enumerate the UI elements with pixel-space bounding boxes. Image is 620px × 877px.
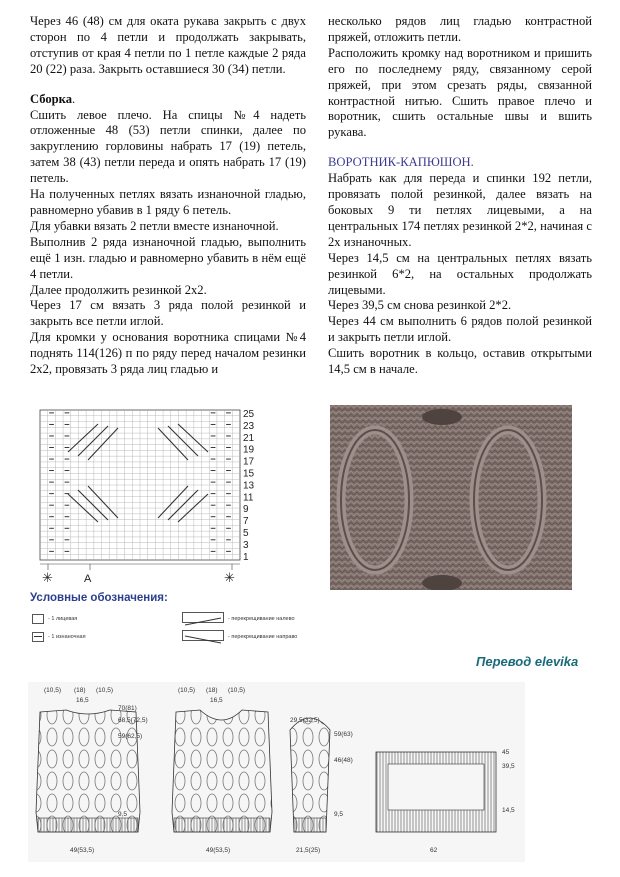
svg-text:16,5: 16,5 — [210, 697, 223, 704]
svg-text:68,5(72,5): 68,5(72,5) — [118, 717, 148, 724]
chart-row-number: 21 — [243, 432, 255, 444]
paragraph: На полученных петлях вязать изнаночной гладью, равномерно убавив в 1 ряду 6 петель. — [30, 187, 306, 217]
svg-text:49(53,5): 49(53,5) — [70, 847, 95, 854]
legend-title: Условные обозначения: — [30, 592, 168, 604]
legend-item: - 1 лицевая — [48, 616, 78, 622]
chart-row-number: 11 — [243, 492, 254, 504]
paragraph: Через 17 см вязать 3 ряда полой резинкой и закрыть все петли иглой. — [30, 298, 306, 329]
paragraph: Для кромки у основания воротника спицами №4 поднять 114(126) п по ряду перед началом резинки 2х2, провязать 3 ряда лиц гладью и — [30, 330, 306, 377]
front-piece — [172, 710, 272, 832]
chart-row-number: 15 — [243, 468, 255, 480]
sleeve-piece — [290, 718, 330, 832]
hood-heading: ВОРОТНИК-КАПЮШОН. — [328, 155, 474, 170]
legend-item: - перекрещивание налево — [228, 616, 295, 622]
svg-text:46(48): 46(48) — [334, 757, 353, 764]
paragraph: Набрать как для переда и спинки 192 петли, провязать полой резинкой, далее вязать на боковых 9 ти петлях лицевыми, а на центральных 174 петлях резинкой 2*2, начиная с 2х изнаночных. — [328, 171, 592, 249]
chart-row-number: 1 — [243, 551, 249, 563]
assembly-heading: Сборка — [30, 91, 73, 106]
garment-schematic — [28, 682, 525, 862]
svg-text:49(53,5): 49(53,5) — [206, 847, 231, 854]
chart-row-number: 13 — [243, 480, 255, 492]
svg-text:62: 62 — [430, 847, 438, 854]
paragraph: несколько рядов лиц гладью контрастной пряжей, отложить петли. — [328, 14, 592, 44]
svg-text:9,5: 9,5 — [334, 811, 344, 818]
legend-item: - 1 изнаночная — [48, 634, 86, 640]
chart-marker-a: A — [84, 573, 92, 585]
chart-star-left: ✳ — [42, 570, 53, 585]
svg-text:29,5(32,5): 29,5(32,5) — [290, 717, 320, 724]
chart-grid — [28, 404, 286, 590]
svg-text:(10,5): (10,5) — [228, 687, 245, 694]
svg-text:(18): (18) — [206, 687, 218, 694]
svg-text:59(63): 59(63) — [334, 731, 353, 738]
cross-left-symbol — [182, 612, 224, 623]
paragraph: Через 39,5 см снова резинкой 2*2. — [328, 298, 512, 313]
chart-row-number: 5 — [243, 528, 249, 540]
chart-row-number: 7 — [243, 516, 249, 528]
knit-sample-photo — [330, 405, 572, 590]
paragraph: Через 44 см выполнить 6 рядов полой резинкой и закрыть петли иглой. — [328, 314, 592, 345]
chart-star-right: ✳ — [224, 570, 235, 585]
knit-symbol — [32, 614, 44, 624]
svg-text:16,5: 16,5 — [76, 697, 89, 704]
svg-text:(10,5): (10,5) — [44, 687, 61, 694]
right-text-column — [328, 14, 592, 378]
svg-text:21,5(25): 21,5(25) — [296, 847, 321, 854]
chart-row-number: 25 — [243, 409, 255, 420]
svg-text:(10,5): (10,5) — [96, 687, 113, 694]
svg-text:14,5: 14,5 — [502, 807, 515, 814]
paragraph: Для убавки вязать 2 петли вместе изнаночной. — [30, 218, 279, 233]
left-text-column: Через 46 (48) см для оката рукава закрыть с двух сторон по 4 петли и продолжать закрывать, отступив от края 4 петли по 1 петле каждые 2 ряда 20 (22) раза. Закрыть оставшиеся 30 (34) петли. Сборка. Сшить левое плечо. На спицы №4 надеть отложенные 48 (53) петли спинки, далее по закруглению горловины набрать 17 (19) петель, затем 38 (43) петли переда и опять набрать 17 (19) петель. На полученных петлях вязать изнаночной гладью, равномерно убавив в 1 ряду 6 петель. Для убавки вязать 2 петли вместе изнаночной. Выполнив 2 ряда изнаночной гладью, выполнить ещё 1 изн. гладью и равномерно убавить в нём ещё 4 петли. Далее продолжить резинкой 2х2. Через 17 см вязать 3 ряда полой резинкой и закрыть все петли иглой. Для кромки у основания воротника спицами №4 поднять 114(126) п по ряду перед началом резинки 2х2, провязать 3 ряда лиц гладью и — [30, 14, 306, 377]
chart-row-number: 9 — [243, 504, 249, 516]
paragraph: Расположить кромку над воротником и пришить его по последнему ряду, связанному серой пряжей, при этом срезать ряды, связанной контрастной нитью. Сшить правое плечо и воротник, сшить остальные швы и вшить рукава. — [328, 45, 592, 140]
legend-item: - перекрещивание направо — [228, 634, 298, 640]
svg-text:(10,5): (10,5) — [178, 687, 195, 694]
svg-text:9,5: 9,5 — [118, 811, 128, 818]
paragraph: Выполнив 2 ряда изнаночной гладью, выполнить ещё 1 изн. гладью и равномерно убавить в нём ещё 4 петли. — [30, 234, 306, 281]
paragraph: Сшить воротник в кольцо, оставив открытыми 14,5 см в начале. — [328, 346, 592, 377]
svg-text:45: 45 — [502, 749, 510, 756]
knitting-chart — [28, 404, 286, 590]
paragraph: Сшить левое плечо. На спицы №4 надеть отложенные 48 (53) петли спинки, далее по закруглению горловины набрать 17 (19) петель, затем 38 (43) петли переда и опять набрать 17 (19) петель. — [30, 107, 306, 186]
paragraph: Далее продолжить резинкой 2х2. — [30, 282, 207, 297]
translator-credit: Перевод elevika — [476, 654, 579, 669]
paragraph: Через 14,5 см на центральных петлях вязать резинкой 6*2, на остальных продолжать лицевыми. — [328, 250, 592, 297]
chart-row-number: 17 — [243, 456, 255, 468]
chart-row-number: 19 — [243, 444, 255, 456]
purl-symbol — [32, 632, 44, 642]
paragraph: Через 46 (48) см для оката рукава закрыть с двух сторон по 4 петли и продолжать закрывать, отступив от края 4 петли по 1 петле каждые 2 ряда 20 (22) раза. Закрыть оставшиеся 30 (34) петли. — [30, 14, 306, 76]
chart-row-number: 3 — [243, 539, 249, 551]
svg-text:70(81): 70(81) — [118, 705, 137, 712]
svg-text:59(62,5): 59(62,5) — [118, 733, 143, 740]
chart-row-number: 23 — [243, 420, 255, 432]
cross-right-symbol — [182, 630, 224, 641]
svg-text:(18): (18) — [74, 687, 86, 694]
svg-text:39,5: 39,5 — [502, 763, 515, 770]
